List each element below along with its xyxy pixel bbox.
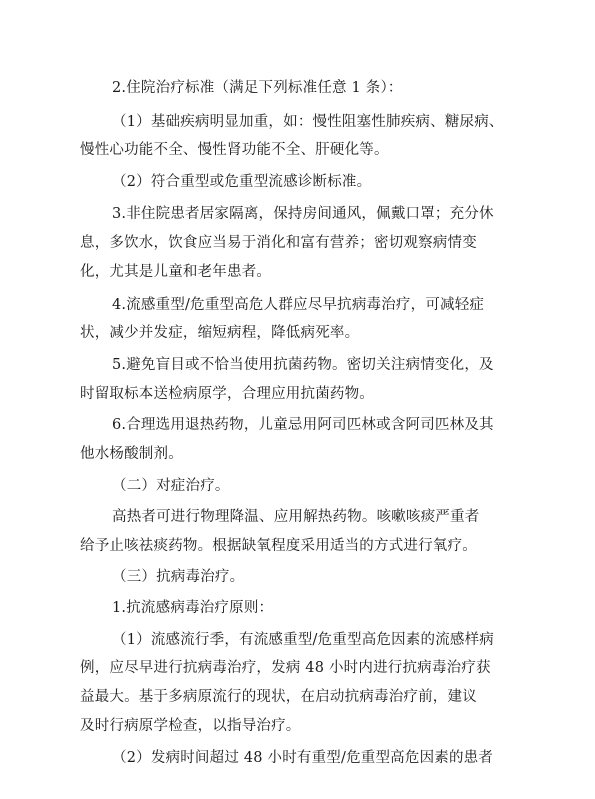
paragraph-line: 给予止咳祛痰药物。根据缺氧程度采用适当的方式进行氧疗。: [80, 538, 477, 554]
paragraph-line: 他水杨酸制剂。: [80, 446, 183, 462]
paragraph-line: 慢性心功能不全、慢性肾功能不全、肝硬化等。: [80, 142, 389, 158]
paragraph-line: 5.避免盲目或不恰当使用抗菌药物。密切关注病情变化，及: [112, 357, 494, 373]
paragraph-line: （1）流感流行季，有流感重型/危重型高危因素的流感样病: [112, 632, 495, 648]
paragraph-line: 状，减少并发症，缩短病程，降低病死率。: [80, 325, 360, 341]
paragraph-line: 及时行病原学检查，以指导治疗。: [80, 718, 301, 734]
paragraph-line: （1）基础疾病明显加重，如：慢性阻塞性肺疾病、糖尿病、: [112, 114, 504, 130]
paragraph-line: 息，多饮水，饮食应当易于消化和富有营养；密切观察病情变: [80, 235, 477, 251]
paragraph-line: 化，尤其是儿童和老年患者。: [80, 264, 272, 280]
paragraph-line: 3.非住院患者居家隔离，保持房间通风，佩戴口罩；充分休: [112, 206, 494, 222]
paragraph-line: 例，应尽早进行抗病毒治疗，发病 48 小时内进行抗病毒治疗获: [80, 660, 491, 676]
paragraph-line: 益最大。基于多病原流行的现状，在启动抗病毒治疗前，建议: [80, 689, 477, 705]
paragraph-line: （2）符合重型或危重型流感诊断标准。: [112, 174, 372, 190]
paragraph-line: 高热者可进行物理降温、应用解热药物。咳嗽咳痰严重者: [112, 509, 480, 525]
section-heading: （二）对症治疗。: [112, 478, 230, 494]
paragraph-line: 4.流感重型/危重型高危人群应尽早抗病毒治疗，可减轻症: [112, 297, 485, 313]
heading-hospitalization-criteria: 2.住院治疗标准（满足下列标准任意 1 条）：: [112, 80, 403, 96]
paragraph-line: （2）发病时间超过 48 小时有重型/危重型高危因素的患者: [112, 750, 494, 766]
paragraph-line: 时留取标本送检病原学，合理应用抗菌药物。: [80, 386, 374, 402]
paragraph-line: 1.抗流感病毒治疗原则：: [112, 600, 274, 616]
section-heading: （三）抗病毒治疗。: [112, 569, 245, 585]
paragraph-line: 6.合理选用退热药物，儿童忌用阿司匹林或含阿司匹林及其: [112, 417, 494, 433]
